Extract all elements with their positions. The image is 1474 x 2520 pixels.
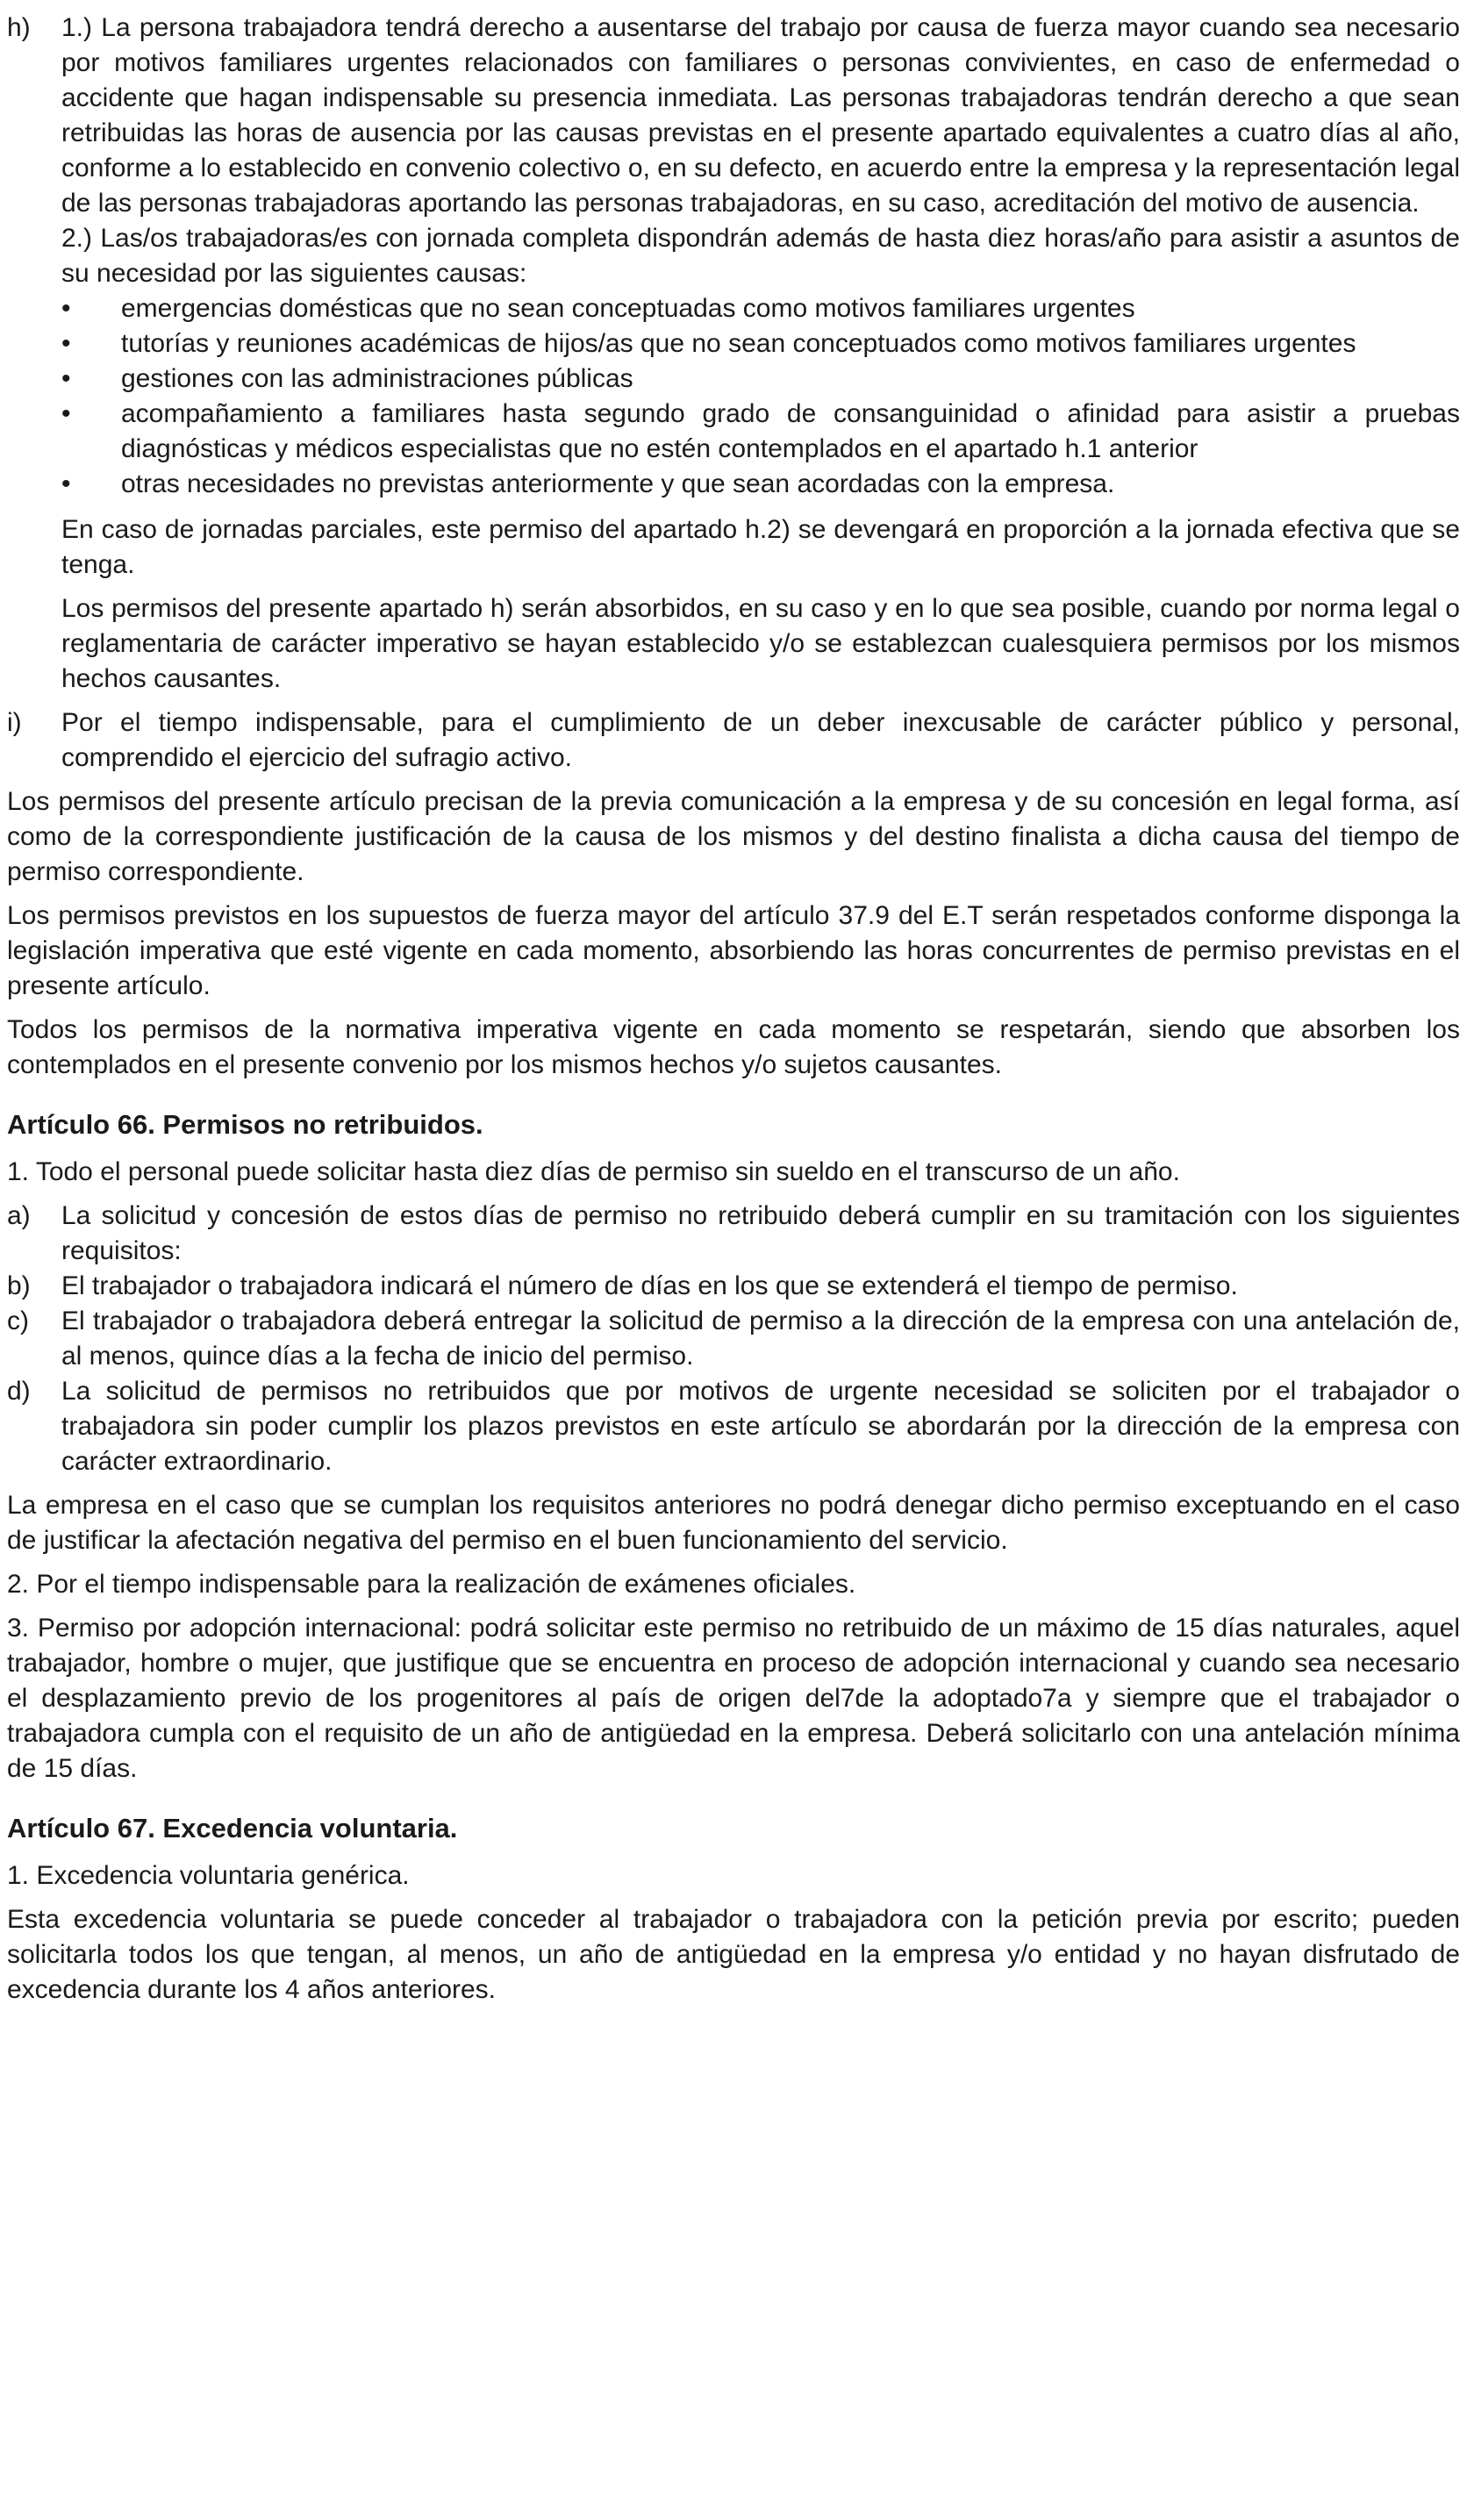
article-66-item-list	[7, 1199, 1460, 1479]
item-h-paragraph-2: 2.) Las/os trabajadoras/es con jornada completa dispondrán además de hasta diez horas/año para asistir a asuntos de su necesidad por las siguientes causas:	[61, 224, 1460, 288]
item-i	[7, 705, 1460, 776]
bullet-text: acompañamiento a familiares hasta segundo grado de consanguinidad o afinidad para asistir a pruebas diagnósticas y médicos especialistas que no estén contemplados en el apartado h.1 anterior	[121, 399, 1460, 463]
article-66-title: Artículo 66. Permisos no retribuidos.	[7, 1109, 483, 1140]
article-66-paragraph-2: La empresa en el caso que se cumplan los requisitos anteriores no podrá denegar dicho permiso exceptuando en el caso de justificar la afectación negativa del permiso en el buen funcionamiento del servicio.	[7, 1491, 1460, 1555]
item-label: d)	[7, 1377, 31, 1406]
bullet-icon: •	[61, 294, 71, 323]
bullet-icon: •	[61, 364, 71, 393]
list-item	[7, 362, 1460, 397]
item-h-paragraph-1: 1.) La persona trabajadora tendrá derecho a ausentarse del trabajo por causa de fuerza mayor cuando sea necesario por motivos familiares urgentes relacionados con familiares o personas convivientes, en caso de enfermedad o accidente que hagan indispensable su presencia inmediata. Las personas trabajadoras tendrán derecho a que sean retribuidas las horas de ausencia por las causas previstas en el presente apartado equivalentes a cuatro días al año, conforme a lo establecido en convenio colectivo o, en su defecto, en acuerdo entre la empresa y la representación legal de las personas trabajadoras aportando las personas trabajadoras, en su caso, acreditación del motivo de ausencia.	[61, 13, 1460, 218]
list-item	[7, 326, 1460, 362]
item-text: El trabajador o trabajadora deberá entregar la solicitud de permiso a la dirección de la empresa con una antelación de, al menos, quince días a la fecha de inicio del permiso.	[61, 1307, 1460, 1371]
item-i-text: Por el tiempo indispensable, para el cumplimiento de un deber inexcusable de carácter público y personal, comprendido el ejercicio del sufragio activo.	[61, 708, 1460, 772]
list-item	[7, 467, 1460, 502]
item-i-label: i)	[7, 708, 22, 737]
bullet-text: emergencias domésticas que no sean conceptuadas como motivos familiares urgentes	[121, 294, 1135, 323]
item-text: La solicitud de permisos no retribuidos que por motivos de urgente necesidad se soliciten por el trabajador o trabajadora sin poder cumplir los plazos previstos en este artículo se abordarán por la dirección de la empresa con carácter extraordinario.	[61, 1377, 1460, 1476]
item-label: a)	[7, 1201, 31, 1230]
list-item	[7, 291, 1460, 326]
list-item	[7, 397, 1460, 467]
general-paragraph-1: Los permisos del presente artículo precisan de la previa comunicación a la empresa y de su concesión en legal forma, así como de la correspondiente justificación de la causa de los mismos y del destino finalista a dicha causa del tiempo de permiso correspondiente.	[7, 787, 1460, 886]
article-67-paragraph-2: Esta excedencia voluntaria se puede conceder al trabajador o trabajadora con la petición previa por escrito; pueden solicitarla todos los que tengan, al menos, un año de antigüedad en la empresa y/o entidad y no hayan disfrutado de excedencia durante los 4 años anteriores.	[7, 1905, 1460, 2004]
general-paragraph-2: Los permisos previstos en los supuestos de fuerza mayor del artículo 37.9 del E.T serán respetados conforme disponga la legislación imperativa que esté vigente en cada momento, absorbiendo las horas concurrentes de permiso previstas en el presente artículo.	[7, 901, 1460, 1000]
item-h-continuation	[7, 512, 1460, 697]
bullet-icon: •	[61, 399, 71, 428]
item-h-label: h)	[7, 13, 31, 42]
article-66-paragraph-3: 2. Por el tiempo indispensable para la realización de exámenes oficiales.	[7, 1570, 856, 1599]
item-h	[7, 11, 1460, 291]
item-label: b)	[7, 1271, 31, 1300]
item-h-paragraph-3: En caso de jornadas parciales, este permiso del apartado h.2) se devengará en proporción a la jornada efectiva que se tenga.	[61, 515, 1460, 579]
bullet-text: tutorías y reuniones académicas de hijos/as que no sean conceptuados como motivos familiares urgentes	[121, 329, 1356, 358]
item-h-bullet-list	[7, 291, 1460, 502]
bullet-text: otras necesidades no previstas anteriormente y que sean acordadas con la empresa.	[121, 469, 1115, 498]
article-66-paragraph-4: 3. Permiso por adopción internacional: podrá solicitar este permiso no retribuido de un máximo de 15 días naturales, aquel trabajador, hombre o mujer, que justifique que se encuentra en proceso de adopción internacional y cuando sea necesario el desplazamiento previo de los progenitores al país de origen del7de la adoptado7a y siempre que el trabajador o trabajadora cumpla con el requisito de un año de antigüedad en la empresa. Deberá solicitarlo con una antelación mínima de 15 días.	[7, 1614, 1460, 1783]
item-text: El trabajador o trabajadora indicará el número de días en los que se extenderá el tiempo de permiso.	[61, 1271, 1238, 1300]
item-text: La solicitud y concesión de estos días de permiso no retribuido deberá cumplir en su tramitación con los siguientes requisitos:	[61, 1201, 1460, 1265]
bullet-text: gestiones con las administraciones públicas	[121, 364, 633, 393]
list-item	[7, 1304, 1460, 1374]
document-page	[7, 11, 1460, 2008]
bullet-icon: •	[61, 469, 71, 498]
list-item	[7, 1269, 1460, 1304]
item-label: c)	[7, 1307, 29, 1335]
bullet-icon: •	[61, 329, 71, 358]
article-66-paragraph-1: 1. Todo el personal puede solicitar hasta diez días de permiso sin sueldo en el transcurso de un año.	[7, 1157, 1180, 1186]
item-h-paragraph-4: Los permisos del presente apartado h) serán absorbidos, en su caso y en lo que sea posible, cuando por norma legal o reglamentaria de carácter imperativo se hayan establecido y/o se establezcan cualesquiera permisos por los mismos hechos causantes.	[61, 594, 1460, 693]
article-67-title: Artículo 67. Excedencia voluntaria.	[7, 1813, 458, 1843]
general-paragraph-3: Todos los permisos de la normativa imperativa vigente en cada momento se respetarán, siendo que absorben los contemplados en el presente convenio por los mismos hechos y/o sujetos causantes.	[7, 1015, 1460, 1079]
list-item	[7, 1374, 1460, 1479]
list-item	[7, 1199, 1460, 1269]
article-67-paragraph-1: 1. Excedencia voluntaria genérica.	[7, 1861, 410, 1890]
